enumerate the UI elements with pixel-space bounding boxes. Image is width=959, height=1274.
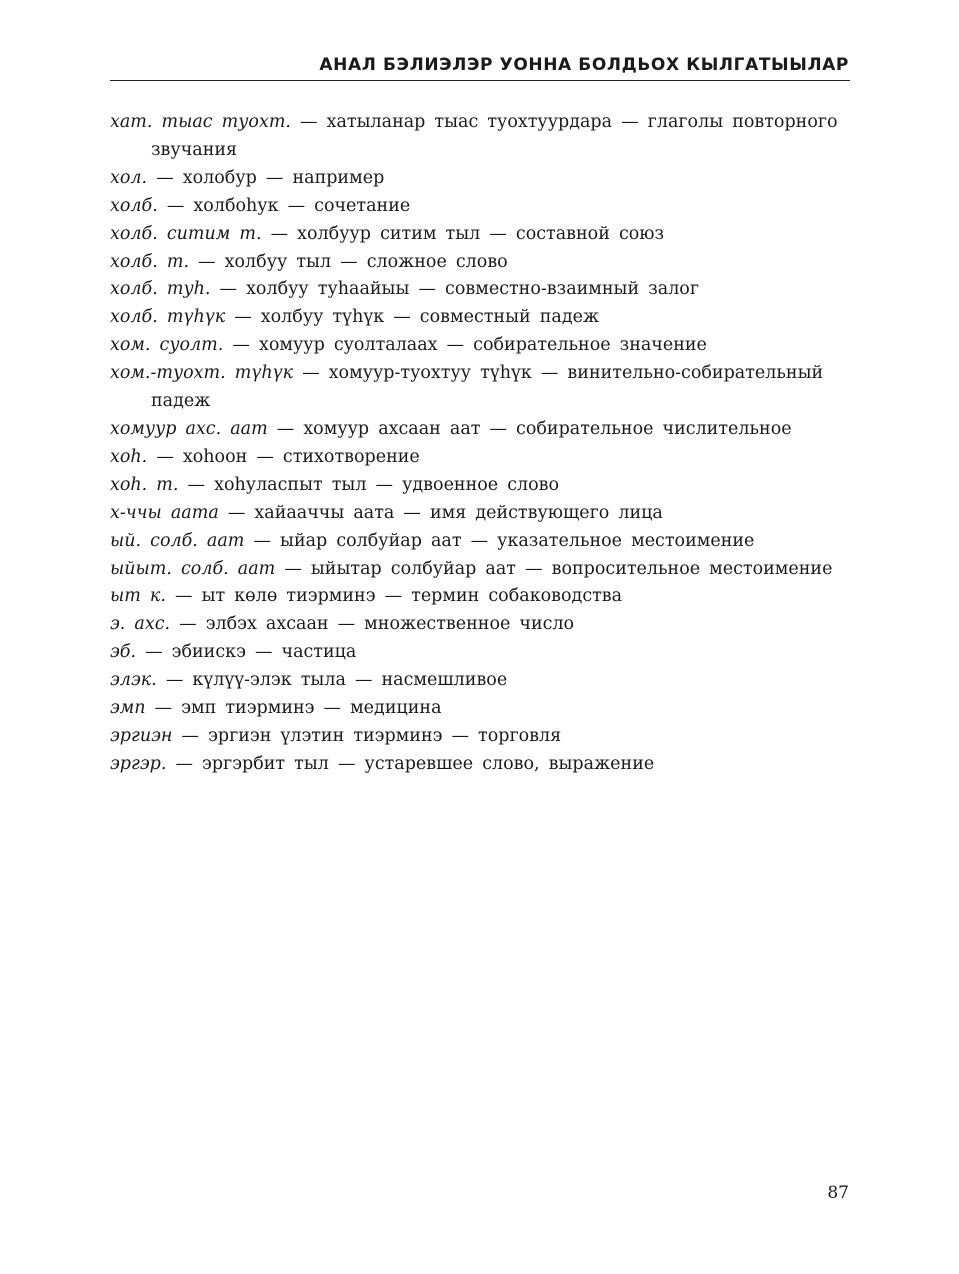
abbreviation: холб. туһ. <box>110 279 211 300</box>
abbreviation: хомуур ахс. аат <box>110 418 268 439</box>
abbreviation: ыйыт. солб. аат <box>110 558 276 579</box>
list-item <box>110 109 850 165</box>
list-item <box>110 667 850 695</box>
list-item <box>110 304 850 332</box>
abbreviation: хоһ. <box>110 446 148 467</box>
list-item <box>110 193 850 221</box>
abbreviation: хом.-туохт. түһүк <box>110 363 294 384</box>
list-item <box>110 611 850 639</box>
abbreviation: холб. түһүк <box>110 307 226 328</box>
definition: — эргэрбит тыл — устаревшее слово, выражение <box>166 753 655 774</box>
definition: — холбуур ситим тыл — составной союз <box>261 223 665 244</box>
definition: — хайааччы аата — имя действующего лица <box>218 502 663 523</box>
abbreviation: хоһ. т. <box>110 474 179 495</box>
definition: — ыйар солбуйар аат — указательное местоимение <box>244 530 755 551</box>
abbreviation: э. ахс. <box>110 614 171 635</box>
abbreviation: холб. т. <box>110 251 190 272</box>
abbreviation: хом. суолт. <box>110 335 224 356</box>
list-item <box>110 444 850 472</box>
list-item <box>110 528 850 556</box>
abbreviation: эргиэн <box>110 725 173 746</box>
list-item <box>110 500 850 528</box>
definition: — күлүү-элэк тыла — насмешливое <box>156 670 508 691</box>
abbreviation: хат. тыас туохт. <box>110 112 291 132</box>
list-item <box>110 639 850 667</box>
list-item <box>110 723 850 751</box>
definition: — эбиискэ — частица <box>136 642 357 663</box>
abbreviation: эмп <box>110 698 146 719</box>
definition: — хоһуласпыт тыл — удвоенное слово <box>178 474 560 495</box>
definition: — холбуу тыл — сложное слово <box>189 251 508 272</box>
list-item <box>110 360 850 416</box>
definition: — холобур — например <box>147 167 385 188</box>
list-item <box>110 276 850 304</box>
abbreviation: холб. ситим т. <box>110 223 262 244</box>
abbreviation: ый. солб. аат <box>110 530 245 551</box>
definition: — эмп тиэрминэ — медицина <box>145 698 442 719</box>
abbreviation: холб. <box>110 195 158 216</box>
abbreviation: х-ччы аата <box>110 502 219 523</box>
page-number: 87 <box>827 1183 849 1203</box>
definition: — эргиэн үлэтин тиэрминэ — торговля <box>172 725 562 746</box>
definition-continuation: падеж <box>151 391 211 412</box>
list-item <box>110 165 850 193</box>
list-item <box>110 472 850 500</box>
list-item <box>110 332 850 360</box>
running-header: АНАЛ БЭЛИЭЛЭР УОННА БОЛДЬОХ КЫЛГАТЫЫЛАР <box>319 55 849 75</box>
definition-continuation: звучания <box>151 139 238 160</box>
abbreviation: хол. <box>110 167 148 188</box>
definition: — холбуу туһаайыы — совместно-взаимный залог <box>210 279 700 300</box>
header-divider <box>110 80 850 81</box>
list-item <box>110 583 850 611</box>
list-item <box>110 751 850 779</box>
list-item <box>110 695 850 723</box>
list-item <box>110 249 850 277</box>
definition: — ыйытар солбуйар аат — вопросительное местоимение <box>275 558 833 579</box>
list-item <box>110 221 850 249</box>
definition: — холбуу түһүк — совместный падеж <box>225 307 600 328</box>
definition: — хатыланар тыас туохтуурдара — глаголы повторного <box>290 112 838 132</box>
definition: — элбэх ахсаан — множественное число <box>170 614 575 635</box>
definition: — хомуур суолталаах — собирательное значение <box>223 335 707 356</box>
list-item <box>110 556 850 584</box>
definition: — хомуур-туохтуу түһүк — винительно-собирательный <box>293 363 824 384</box>
definition: — ыт көлө тиэрминэ — термин собаководства <box>165 586 623 607</box>
list-item <box>110 416 850 444</box>
definition: — холбоһук — сочетание <box>157 195 411 216</box>
abbreviation: ыт к. <box>110 586 166 607</box>
abbreviation: эб. <box>110 642 137 663</box>
abbreviation-list <box>110 109 850 779</box>
abbreviation: элэк. <box>110 670 157 691</box>
definition: — хомуур ахсаан аат — собирательное числительное <box>267 418 792 439</box>
abbreviation: эргэр. <box>110 753 167 774</box>
definition: — хоһоон — стихотворение <box>147 446 420 467</box>
